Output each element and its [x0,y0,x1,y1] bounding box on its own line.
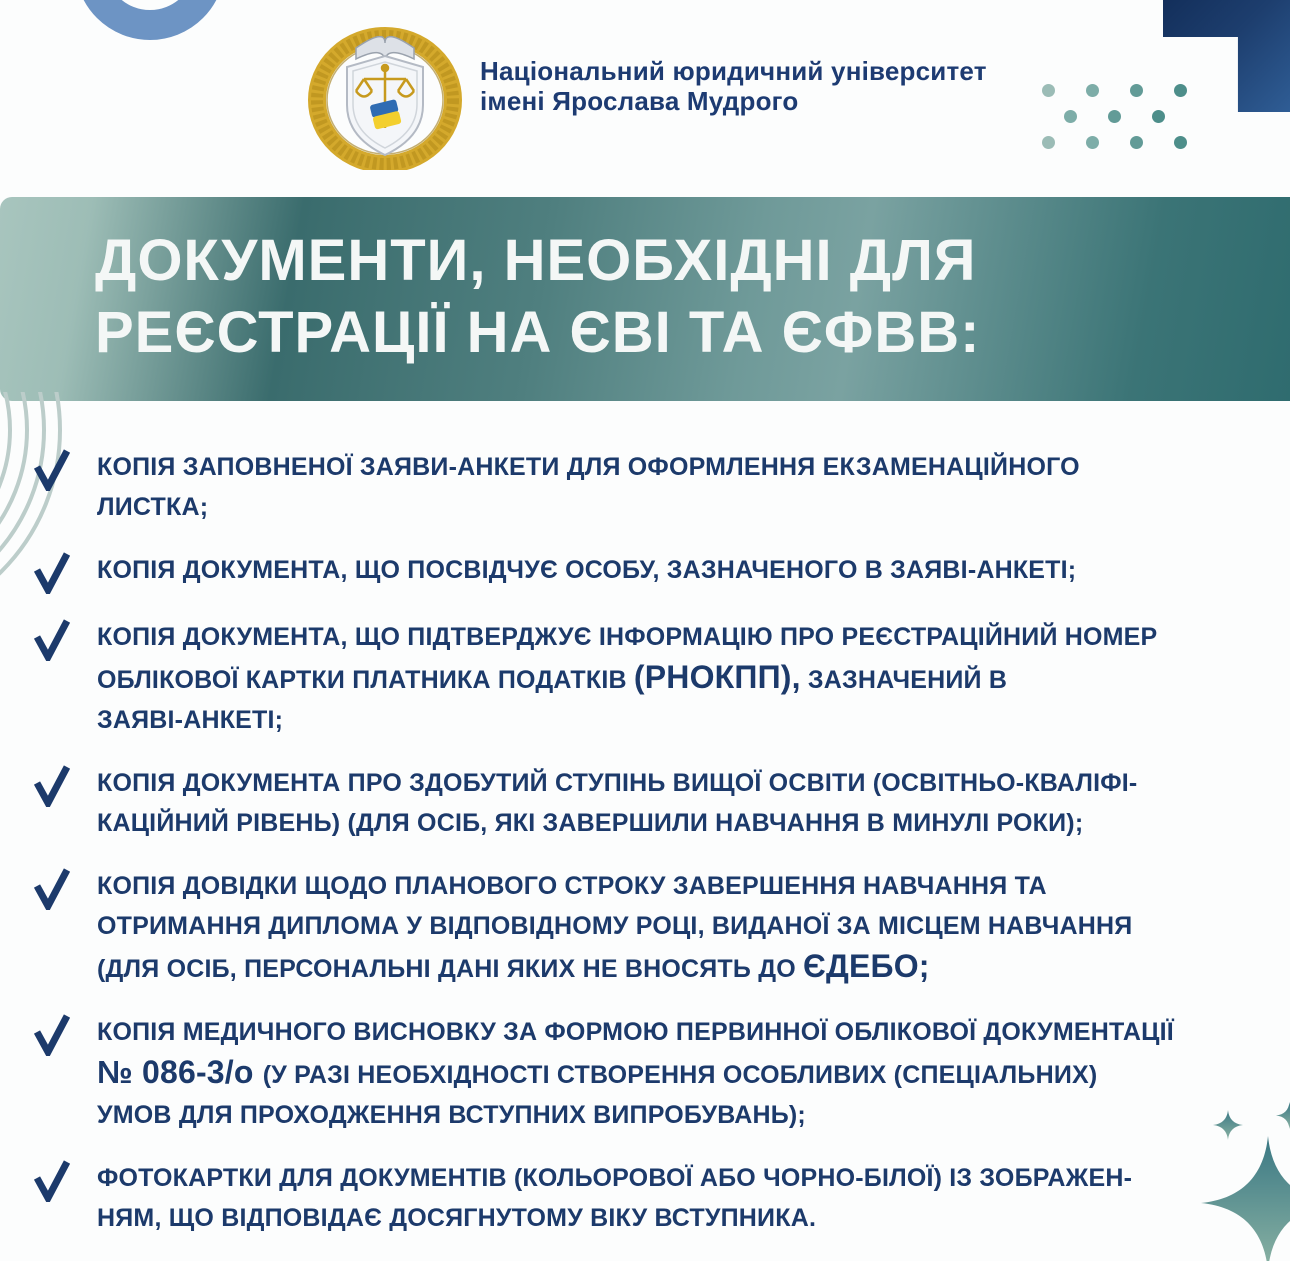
checkmark-icon [34,1014,70,1056]
dot [1108,110,1121,123]
sparkle-tiny [1276,1102,1290,1129]
ring-shape-icon [75,0,225,40]
title-banner [0,197,1290,401]
university-name-line2: імені Ярослава Мудрого [480,86,799,116]
page-title [0,197,1290,369]
checkmark-icon [34,868,70,910]
checkmark-icon [34,449,70,491]
document-checklist [34,447,1274,1261]
list-item [34,447,1274,527]
dot [1086,136,1099,149]
dot [1174,84,1187,97]
dot [1130,84,1143,97]
university-emblem-icon [306,18,464,170]
list-item-text: КОПІЯ ДОКУМЕНТА ПРО ЗДОБУТИЙ СТУПІНЬ ВИЩОЇ ОСВІТИ (ОСВІТНЬО-КВАЛІФІ- КАЦІЙНИЙ РІВЕНЬ) (ДЛЯ ОСІБ, ЯКІ ЗАВЕРШИЛИ НАВЧАННЯ В МИНУЛІ РОКИ); [97,769,1138,837]
dot [1042,84,1055,97]
dot [1086,84,1099,97]
dot [1152,110,1165,123]
page-title-line1: ДОКУМЕНТИ, НЕОБХІДНІ ДЛЯ [95,228,977,293]
dot [1130,136,1143,149]
dot [1064,110,1077,123]
checkmark-icon [34,619,70,661]
list-item [34,763,1274,843]
sparkle-icon [1190,1098,1290,1260]
list-item [34,550,1274,594]
university-name [480,56,987,116]
sparkle-large [1201,1136,1290,1261]
list-item-text: КОПІЯ ЗАПОВНЕНОЇ ЗАЯВИ-АНКЕТИ ДЛЯ ОФОРМЛЕННЯ ЕКЗАМЕНАЦІЙНОГО ЛИСТКА; [97,453,1080,521]
checkmark-icon [34,552,70,594]
list-item [34,617,1274,740]
list-item-text: КОПІЯ МЕДИЧНОГО ВИСНОВКУ ЗА ФОРМОЮ ПЕРВИННОЇ ОБЛІКОВОЇ ДОКУМЕНТАЦІЇ № 086-3/о (У РАЗІ НЕОБХІДНОСТІ СТВОРЕННЯ ОСОБЛИВИХ (СПЕЦІАЛЬНИХ) УМОВ ДЛЯ ПРОХОДЖЕННЯ ВСТУПНИХ ВИПРОБУВАНЬ); [97,1018,1174,1129]
list-item-text: КОПІЯ ДОКУМЕНТА, ЩО ПІДТВЕРДЖУЄ ІНФОРМАЦІЮ ПРО РЕЄСТРАЦІЙНИЙ НОМЕР ОБЛІКОВОЇ КАРТКИ ПЛАТНИКА ПОДАТКІВ (РНОКПП), ЗАЗНАЧЕНИЙ В ЗАЯВІ-АНКЕТІ; [97,623,1158,734]
list-item [34,1012,1274,1135]
list-item [34,866,1274,989]
university-name-line1: Національний юридичний університет [480,56,987,86]
checkmark-icon [34,1160,70,1202]
checkmark-icon [34,765,70,807]
list-item-text: КОПІЯ ДОВІДКИ ЩОДО ПЛАНОВОГО СТРОКУ ЗАВЕРШЕННЯ НАВЧАННЯ ТА ОТРИМАННЯ ДИПЛОМА У ВІДПОВІДНОМУ РОЦІ, ВИДАНОЇ ЗА МІСЦЕМ НАВЧАННЯ (ДЛЯ ОСІБ, ПЕРСОНАЛЬНІ ДАНІ ЯКИХ НЕ ВНОСЯТЬ ДО ЄДЕБО; [97,872,1133,984]
list-item-text: ФОТОКАРТКИ ДЛЯ ДОКУМЕНТІВ (КОЛЬОРОВОЇ АБО ЧОРНО-БІЛОЇ) ІЗ ЗОБРАЖЕН- НЯМ, ЩО ВІДПОВІДАЄ ДОСЯГНУТОМУ ВІКУ ВСТУПНИКА. [97,1164,1133,1232]
sparkle-small [1213,1110,1243,1140]
dot [1042,136,1055,149]
page-title-line2: РЕЄСТРАЦІЇ НА ЄВІ ТА ЄФВВ: [95,300,981,365]
list-item [34,1158,1274,1238]
dots-grid-icon [1042,84,1202,154]
dot [1174,136,1187,149]
list-item-text: КОПІЯ ДОКУМЕНТА, ЩО ПОСВІДЧУЄ ОСОБУ, ЗАЗНАЧЕНОГО В ЗАЯВІ-АНКЕТІ; [97,556,1077,584]
